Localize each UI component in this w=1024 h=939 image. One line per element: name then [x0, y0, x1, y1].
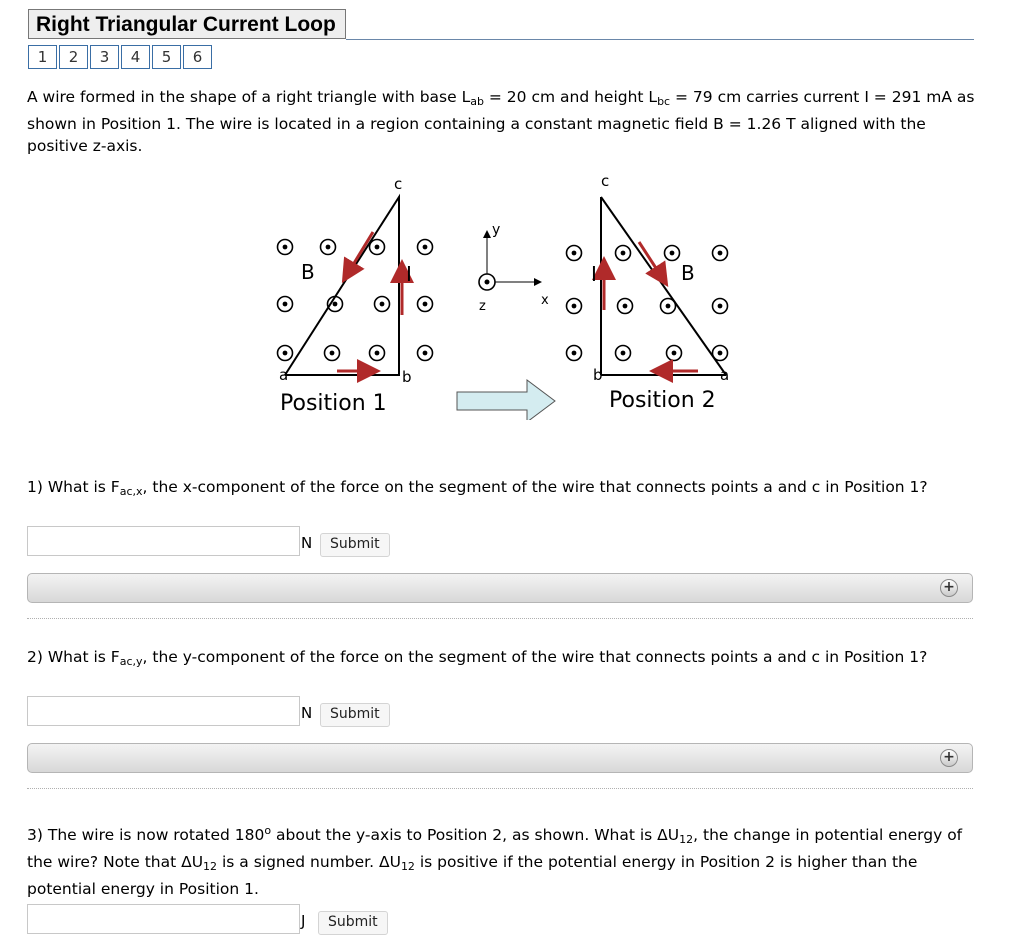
axis-z-label: z [479, 299, 486, 314]
point-b-label-2: b [593, 366, 603, 384]
page-title: Right Triangular Current Loop [36, 13, 336, 36]
field-dot-center [718, 251, 723, 256]
q3-sup: o [264, 824, 272, 837]
q3-sub-1: 12 [679, 833, 694, 847]
field-dots-position-1 [278, 240, 433, 361]
point-c-label-1: c [394, 175, 403, 193]
intro-sub-bc: bc [657, 95, 671, 108]
field-dot-center [572, 304, 577, 309]
field-dot-center [326, 245, 331, 250]
tab-part-2[interactable]: 2 [59, 45, 88, 69]
axes-icon [479, 222, 549, 314]
part-tabs [28, 45, 214, 69]
field-dot-center [621, 351, 626, 356]
intro-sub-ab: ab [470, 95, 484, 108]
tab-part-5[interactable]: 5 [152, 45, 181, 69]
plus-circle-icon[interactable]: + [940, 579, 958, 597]
point-a-label-2: a [720, 366, 730, 384]
tab-part-4[interactable]: 4 [121, 45, 150, 69]
axis-x-label: x [541, 293, 549, 308]
field-dot-center [572, 351, 577, 356]
field-dot-center [718, 351, 723, 356]
q1-sub: ac,x [119, 485, 143, 498]
transition-arrow-icon [457, 380, 555, 420]
field-dot-center [283, 245, 288, 250]
intro-text-1: A wire formed in the shape of a right triangle with base L [27, 88, 471, 106]
q3-text-3: , the change in potential energy of the wire? Note that ΔU [27, 826, 963, 872]
question-separator-1 [27, 618, 973, 619]
field-dot-center [623, 304, 628, 309]
position-2-label: Position 2 [609, 388, 716, 413]
unit-label-3: J [301, 912, 306, 930]
field-dot-center [330, 351, 335, 356]
point-b-label-1: b [402, 368, 412, 386]
point-a-label-1: a [279, 366, 289, 384]
tab-part-6[interactable]: 6 [183, 45, 212, 69]
field-dot-center [283, 302, 288, 307]
plus-circle-icon[interactable]: + [940, 749, 958, 767]
q3-number: 3) [27, 826, 43, 845]
field-b-label-2: B [681, 261, 695, 285]
unit-label-2: N [301, 704, 313, 722]
triangle-position-2 [591, 172, 729, 413]
tab-part-1[interactable]: 1 [28, 45, 57, 69]
tab-part-3[interactable]: 3 [90, 45, 119, 69]
q2-text-2: , the y-component of the force on the segment of the wire that connects points a and c in Position 1? [142, 648, 928, 666]
field-b-label-1: B [301, 260, 315, 284]
field-dot-center [375, 245, 380, 250]
question-3 [27, 820, 977, 900]
unit-label-1: N [301, 534, 313, 552]
field-dot-center [423, 302, 428, 307]
current-arrow-ca [345, 232, 373, 278]
field-dot-center [718, 304, 723, 309]
question-2 [27, 646, 977, 673]
point-c-label-2: c [601, 172, 610, 190]
q3-text-4: is a signed number. ΔU [217, 853, 401, 872]
answer-input-2[interactable] [27, 696, 300, 726]
position-1-label: Position 1 [280, 391, 387, 416]
hint-bar-1[interactable] [27, 573, 973, 603]
q2-text-1: What is F [42, 648, 120, 666]
field-dot-center [572, 251, 577, 256]
q3-sub-2: 12 [203, 860, 218, 874]
loop-figure [265, 170, 745, 420]
q1-text-2: , the x-component of the force on the segment of the wire that connects points a and c in Position 1? [142, 478, 928, 496]
current-arrow-ca-2 [639, 242, 665, 282]
problem-statement [27, 86, 977, 157]
current-i-label-2: I [591, 262, 597, 286]
page-title-box [28, 9, 346, 39]
field-dot-center [672, 351, 677, 356]
field-dot-center [423, 351, 428, 356]
question-1 [27, 476, 977, 503]
q3-text-5: is positive if the potential energy in Position 2 is higher than the potential energy in Position 1. [27, 853, 918, 899]
field-dot-center [375, 351, 380, 356]
q3-text-1: The wire is now rotated 180 [42, 826, 265, 845]
answer-input-3[interactable] [27, 904, 300, 934]
submit-button-3[interactable]: Submit [318, 911, 388, 935]
q1-text-1: What is F [42, 478, 120, 496]
field-dot-center [670, 251, 675, 256]
field-dot-center [423, 245, 428, 250]
intro-text-2: = 20 cm and height L [483, 88, 658, 106]
current-i-label-1: I [406, 262, 412, 286]
q3-sub-3: 12 [400, 860, 415, 874]
field-dot-center [666, 304, 671, 309]
field-dot-center [380, 302, 385, 307]
field-dot-center [621, 251, 626, 256]
q3-text-2: about the y-axis to Position 2, as shown. What is ΔU [271, 826, 680, 845]
submit-button-2[interactable]: Submit [320, 703, 390, 727]
hint-bar-2[interactable] [27, 743, 973, 773]
question-separator-2 [27, 788, 973, 789]
q2-sub: ac,y [119, 655, 143, 668]
intro-text-3: = 79 cm carries current I = 291 mA as shown in Position 1. The wire is located in a region containing a constant magnetic field B = 1.26 T aligned with the positive z-axis. [27, 88, 975, 155]
q2-number: 2) [27, 648, 43, 666]
axis-y-label: y [492, 222, 501, 238]
title-rule [346, 39, 974, 40]
triangle-position-1 [279, 175, 412, 416]
submit-button-1[interactable]: Submit [320, 533, 390, 557]
answer-input-1[interactable] [27, 526, 300, 556]
field-dot-center [283, 351, 288, 356]
q1-number: 1) [27, 478, 43, 496]
field-dot-center [333, 302, 338, 307]
